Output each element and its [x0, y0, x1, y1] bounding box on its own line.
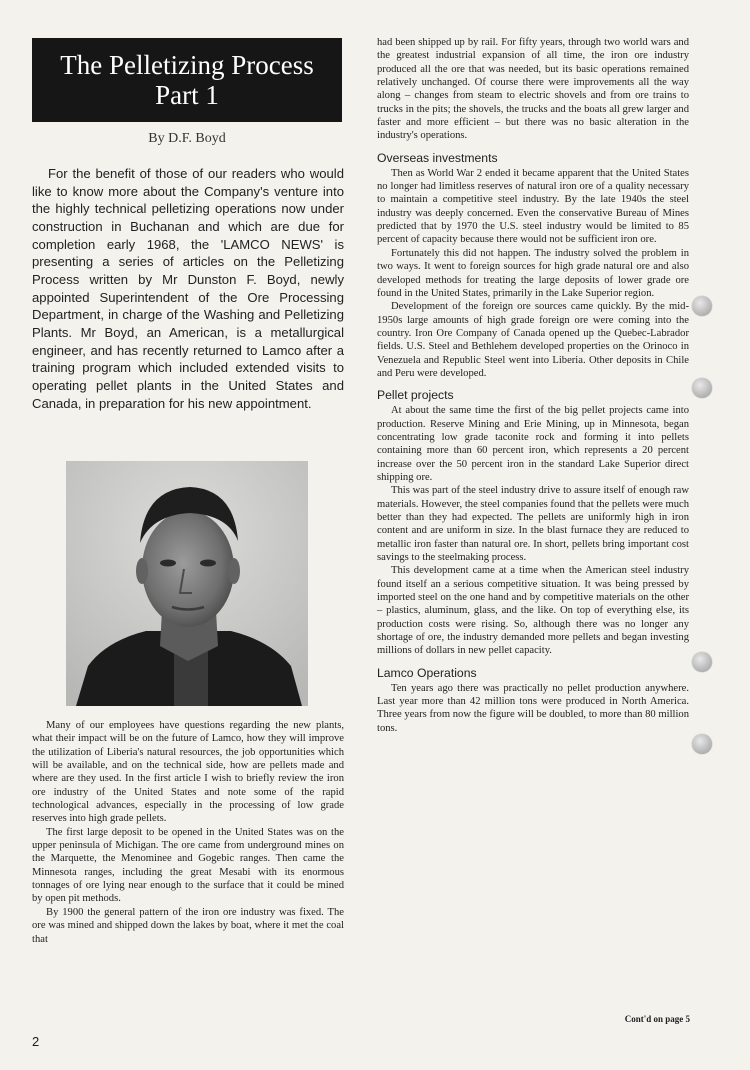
paragraph: Development of the foreign ore sources came quickly. By the mid-1950s large amounts of high grade foreign ore were coming into the country. Iron Ore Company of Canada opened up the Quebec-Labrador fields. U.S. Steel and Bethlehem developed properties on the Orinoco in Venezuela and Republic Steel went into Liberia. Other deposits in Chile and Peru were developed. [377, 301, 689, 379]
intro-text: For the benefit of those of our readers who would like to know more about the Company's venture into the highly technical pelletizing operations now under construction in Buchanan and which are due for completion early 1968, the 'LAMCO NEWS' is presenting a series of articles on the Pelletizing Process written by Mr Dunston F. Boyd, newly appointed Superintendent of the Ore Processing Department, in charge of the Washing and Pelletizing Plants. Mr Boyd, an American, is a metallurgical engineer, and has recently returned to Lamco after a training program which included extended visits to operating pellet plants in the United States and Canada, in preparation for his new appointment. [32, 166, 344, 411]
continued-note: Cont'd on page 5 [624, 1014, 690, 1024]
paragraph: Many of our employees have questions regarding the new plants, what their impact will be on the future of Lamco, how they will improve the utilization of Liberia's natural resources, the job opportunities which will be available, and on the technical side, how are pellets made and where are they used. In the first article I wish to briefly review the iron ore industry of the United States and note some of the rapid technological advances, especially in the processing of low grade reserves into high grade pellets. [32, 720, 344, 825]
byline: By D.F. Boyd [148, 131, 226, 146]
paragraph: had been shipped up by rail. For fifty years, through two world wars and the greatest industrial expansion of all time, the iron ore industry produced all the ore that was needed, but its basic operations remained relatively unchanged. Of course there were improvements all the way along – changes from steam to electric shovels and from ore trains to trucks in the pits; the shovels, the trucks and the boats all grew larger and faster and more efficient – but there was no basic alteration in the industry's operations. [377, 37, 689, 142]
paragraph: The first large deposit to be opened in the United States was on the upper peninsula of Michigan. The ore came from underground mines on the Marquette, the Menominee and Gogebic ranges. Then came the Minnesota ranges, including the great Mesabi with its enormous tonnages of ore lying near enough to the surface that it could be mined by open pit methods. [32, 826, 344, 905]
paragraph: This development came at a time when the American steel industry found itself an a serious competitive situation. It was being pressed by imported steel on the one hand and by competitive materials on the other – plastics, aluminum, glass, and the like. On top of everything else, its production costs were rising. So, although there was no longer any shortage of ore, the industry demanded more pellets and began investing millions of dollars in new pellet capacity. [377, 565, 689, 657]
author-portrait-photo [66, 461, 308, 706]
paragraph: This was part of the steel industry drive to assure itself of enough raw materials. However, the steel companies found that the pellets were much better than they had expected. The pellets are uniformly high in iron content and are uniform in size. In the blast furnace they are reduced to metallic iron faster than natural ore. In short, pellets bring important cost savings to the steelmaking process. [377, 485, 689, 564]
article-part: Part 1 [155, 80, 219, 110]
left-column-body [32, 719, 344, 946]
punch-hole [692, 652, 712, 672]
page-number: 2 [32, 1034, 40, 1049]
section-heading-pellet-projects: Pellet projects [377, 388, 454, 403]
paragraph: Then as World War 2 ended it became apparent that the United States no longer had limitless reserves of natural iron ore of a quality necessary to maintain a competitive steel industry. By the late 1940s the steel industry was deeply concerned. Even the conservative Bureau of Mines predicted that by 1970 the U.S. steel industry would be limited to 85 percent of capacity because there would not be sufficient iron ore. [377, 167, 689, 246]
paragraph: Ten years ago there was practically no pellet production anywhere. Last year more than 42 million tons were produced in North America. Three years from now the figure will be doubled, to more than 80 million tons. [377, 682, 689, 734]
paragraph: At about the same time the first of the big pellet projects came into production. Reserve Mining and Erie Mining, up in Minnesota, began concentrating low grade taconite rock and forming it into pellets containing more than 60 percent iron, which represents a 20 percent increase over the 50 percent iron in the standard Lake Superior direct shipping ore. [377, 405, 689, 483]
punch-hole [692, 296, 712, 316]
section-heading-overseas: Overseas investments [377, 150, 498, 165]
right-column-body [377, 36, 689, 735]
punch-hole [692, 378, 712, 398]
article-title-banner [32, 38, 342, 122]
intro-paragraph [32, 165, 344, 412]
article-title: The Pelletizing Process [60, 50, 314, 80]
paragraph: Fortunately this did not happen. The industry solved the problem in two ways. It went to foreign sources for high grade natural ore and also developed methods for treating the large deposits of lower grade ore found in the United States, primarily in the Lake Superior region. [377, 247, 689, 299]
punch-hole [692, 734, 712, 754]
paragraph: By 1900 the general pattern of the iron ore industry was fixed. The ore was mined and shipped down the lakes by boat, where it met the coal that [32, 906, 344, 945]
section-heading-lamco-operations: Lamco Operations [377, 665, 477, 680]
portrait-image [66, 461, 308, 706]
